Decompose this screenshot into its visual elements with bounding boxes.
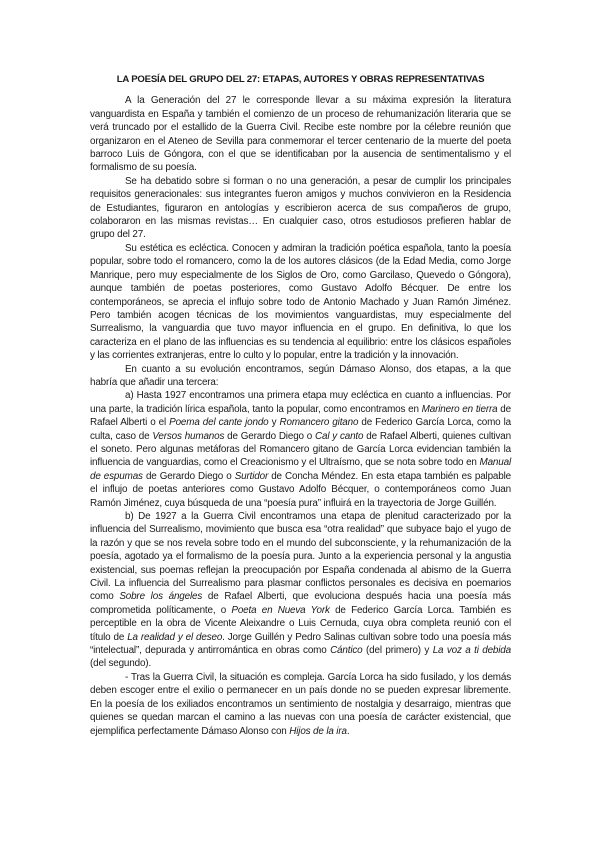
work-title: Hijos de la ira (289, 725, 347, 737)
document-title: LA POESÍA DEL GRUPO DEL 27: ETAPAS, AUTORES Y OBRAS REPRESENTATIVAS (116, 74, 485, 85)
text-run: de Federico García Lorca. También es perceptible en la obra de Vicente Aleixandre o Luis Cernuda, cuya obra completa reunió con el título de (90, 604, 511, 643)
text-run: de Federico García Lorca, como la culta, caso de (90, 417, 511, 442)
work-title: Cántico (330, 645, 363, 657)
work-title: Romancero gitano (279, 417, 359, 429)
paragraph (90, 671, 511, 738)
paragraph (90, 363, 511, 390)
work-title: Manual de espumas (90, 457, 511, 482)
paragraph (90, 175, 511, 242)
work-title: Poema del cante jondo (169, 417, 269, 429)
text-run: de Gerardo Diego o (224, 430, 316, 442)
text-run: Su estética es ecléctica. Conocen y admiran la tradición poética española, tanto la poesía popular, sobre todo el romancero, como la de los autores clásicos (de la Edad Media, como Jorge Manrique, pero muy especialmente de los Siglos de Oro, como Garcilaso, Quevedo o Góngora), aunque también de poetas posteriores, como Gustavo Adolfo Bécquer. De entre los contemporáneos, se aprecia el influjo sobre todo de Antonio Machado y Juan Ramón Jiménez. Pero también acogen técnicas de los movimientos vanguardistas, muy especialmente del Surrealismo, la vanguardia que tuvo mayor influencia en el grupo. En definitiva, lo que los caracteriza en el plano de las influencias es su tendencia al equilibrio: entre los clásicos españoles y las corrientes extranjeras, entre lo culto y lo popular, entre la tradición y la innovación. (90, 242, 511, 362)
paragraph (90, 242, 511, 363)
text-run: b) De 1927 a la Guerra Civil encontramos una etapa de plenitud caracterizado por la influencia del Surrealismo, movimiento que busca esa “otra realidad” que subyace bajo el yugo de la razón y que se nos revela sobre todo en el mundo del subconsciente, y la rehumanización de la poesía, agotado ya el formalismo de la poesía pura. Junto a la experiencia personal y la angustia existencial, sus poemas reflejan la preocupación por España condenada al abismo de la Guerra Civil. La influencia del Surrealismo para plasmar conflictos personales es decisiva en poemarios como (90, 511, 511, 603)
work-title: Sobre los ángeles (119, 591, 203, 603)
work-title: Cal y canto (315, 430, 364, 442)
text-run: y (268, 417, 280, 429)
text-run: de Rafael Alberti o el (90, 403, 511, 429)
work-title: La voz a ti debida (432, 645, 511, 657)
text-run: (del primero) y (362, 645, 433, 657)
work-title: Poeta en Nueva York (231, 604, 330, 616)
text-run: (del segundo). (90, 658, 152, 670)
text-run: En cuanto a su evolución encontramos, según Dámaso Alonso, dos etapas, a la que habría que añadir una tercera: (90, 363, 511, 388)
text-run: Se ha debatido sobre si forman o no una generación, a pesar de cumplir los principales requisitos generacionales: sus integrantes fueron amigos y muchos convivieron en la Residencia de Estudiantes, figuraron en antologías y escribieron acerca de sus compañeros de grupo, colaboraron en las mismas revistas… En cualquier caso, otros estudiosos prefieren hablar de grupo del 27. (90, 175, 511, 241)
text-run: . (346, 725, 350, 737)
paragraph (90, 510, 511, 671)
text-run: - Tras la Guerra Civil, la situación es compleja. García Lorca ha sido fusilado, y los demás deben escoger entre el exilio o permanecer en un país donde no se pueden expresar libremente. En la poesía de los exiliados encontramos un sentimiento de nostalgia y desarraigo, mientras que quienes se quedan marcan el camino a las nuevas con una poesía de carácter existencial, que ejemplifica perfectamente Dámaso Alonso con (90, 671, 511, 737)
text-run: de Rafael Alberti, quienes cultivan el soneto. Pero algunas metáforas del Romancero gitano de García Lorca evidencian también la influencia de vanguardias, como el Creacionismo y el Ultraísmo, que se nota sobre todo en (90, 430, 511, 469)
paragraph (90, 389, 511, 510)
text-run: a) Hasta 1927 encontramos una primera etapa muy ecléctica en cuanto a influencias. Por una parte, la tradición lírica española, tanto la popular, como encontramos en (90, 390, 511, 415)
document-body (90, 94, 511, 738)
text-run: de Gerardo Diego o (142, 470, 235, 482)
text-run: de Rafael Alberti, que evoluciona después hacia una poesía más comprometida políticamente, o (90, 591, 511, 616)
text-run: A la Generación del 27 le corresponde llevar a su máxima expresión la literatura vanguardista en España y también el comienzo de un proceso de rehumanización literaria que se verá truncado por el estallido de la Guerra Civil. Recibe este nombre por la célebre reunión que organizaron en el Ateneo de Sevilla para conmemorar el tercer centenario de la muerte del poeta barroco Luis de Góngora, con el que se identificaban por la ausencia de sentimentalismo y el formalismo de su poesía. (90, 95, 511, 174)
work-title: Surtidor (234, 470, 269, 482)
text-run: . Jorge Guillén y Pedro Salinas cultivan sobre todo una poesía más “intelectual”, depurada y antirromántica en obras como (90, 631, 511, 657)
work-title: Versos humanos (152, 430, 225, 442)
document-page (90, 73, 511, 738)
text-run: de Concha Méndez. En esta etapa también es palpable el influjo de poetas anteriores como Gustavo Adolfo Bécquer, o contemporáneos como Juan Ramón Jiménez, cuya búsqueda de una “poesía pura” influirá en la trayectoria de Jorge Guillén. (90, 470, 511, 509)
work-title: Marinero en tierra (421, 403, 498, 415)
paragraph (90, 94, 511, 174)
work-title: La realidad y el deseo (127, 631, 223, 643)
